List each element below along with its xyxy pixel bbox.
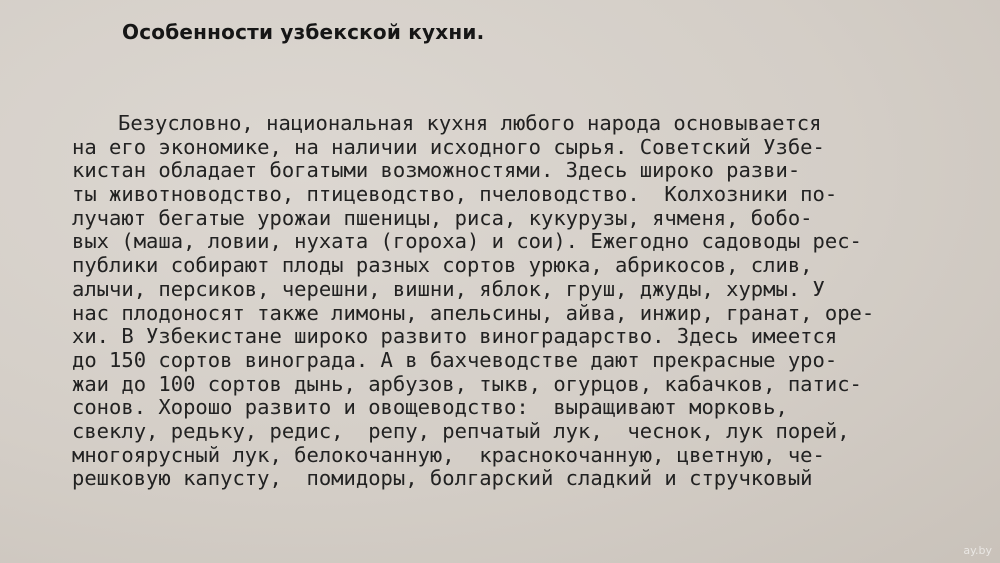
text-line: жаи до 100 сортов дынь, арбузов, тыкв, огурцов, кабачков, патис- (72, 371, 862, 396)
text-line: решковую капусту, помидоры, болгарский сладкий и стручковый (72, 466, 813, 491)
section-heading: Особенности узбекской кухни. (122, 20, 485, 44)
text-line: публики собирают плоды разных сортов урюка, абрикосов, слив, (72, 253, 813, 278)
watermark: ay.by (963, 544, 992, 557)
text-line: многоярусный лук, белокочанную, краснокочанную, цветную, че- (72, 442, 825, 467)
text-line: лучают бегатые урожаи пшеницы, риса, кукурузы, ячменя, бобо- (72, 205, 813, 230)
paragraph (72, 112, 977, 491)
text-line: сонов. Хорошо развито и овощеводство: выращивают морковь, (72, 395, 788, 420)
text-line: алычи, персиков, черешни, вишни, яблок, груш, джуды, хурмы. У (72, 276, 825, 301)
text-line: нас плодоносят также лимоны, апельсины, айва, инжир, гранат, оре- (72, 300, 875, 325)
text-line: кистан обладает богатыми возможностями. Здесь широко разви- (72, 158, 801, 183)
text-line: ты животноводство, птицеводство, пчеловодство. Колхозники по- (72, 182, 838, 207)
text-line: свеклу, редьку, редис, репу, репчатый лук, чеснок, лук порей, (72, 418, 850, 443)
text-line: Безусловно, национальная кухня любого народа основывается (118, 111, 822, 135)
text-line: на его экономике, на наличии исходного сырья. Советский Узбе- (72, 134, 825, 159)
text-line: хи. В Узбекистане широко развито виноградарство. Здесь имеется (72, 324, 838, 349)
text-line: вых (маша, ловии, нухата (гороха) и сои). Ежегодно садоводы рес- (72, 229, 862, 254)
text-line: до 150 сортов винограда. А в бахчеводстве дают прекрасные уро- (72, 347, 838, 372)
